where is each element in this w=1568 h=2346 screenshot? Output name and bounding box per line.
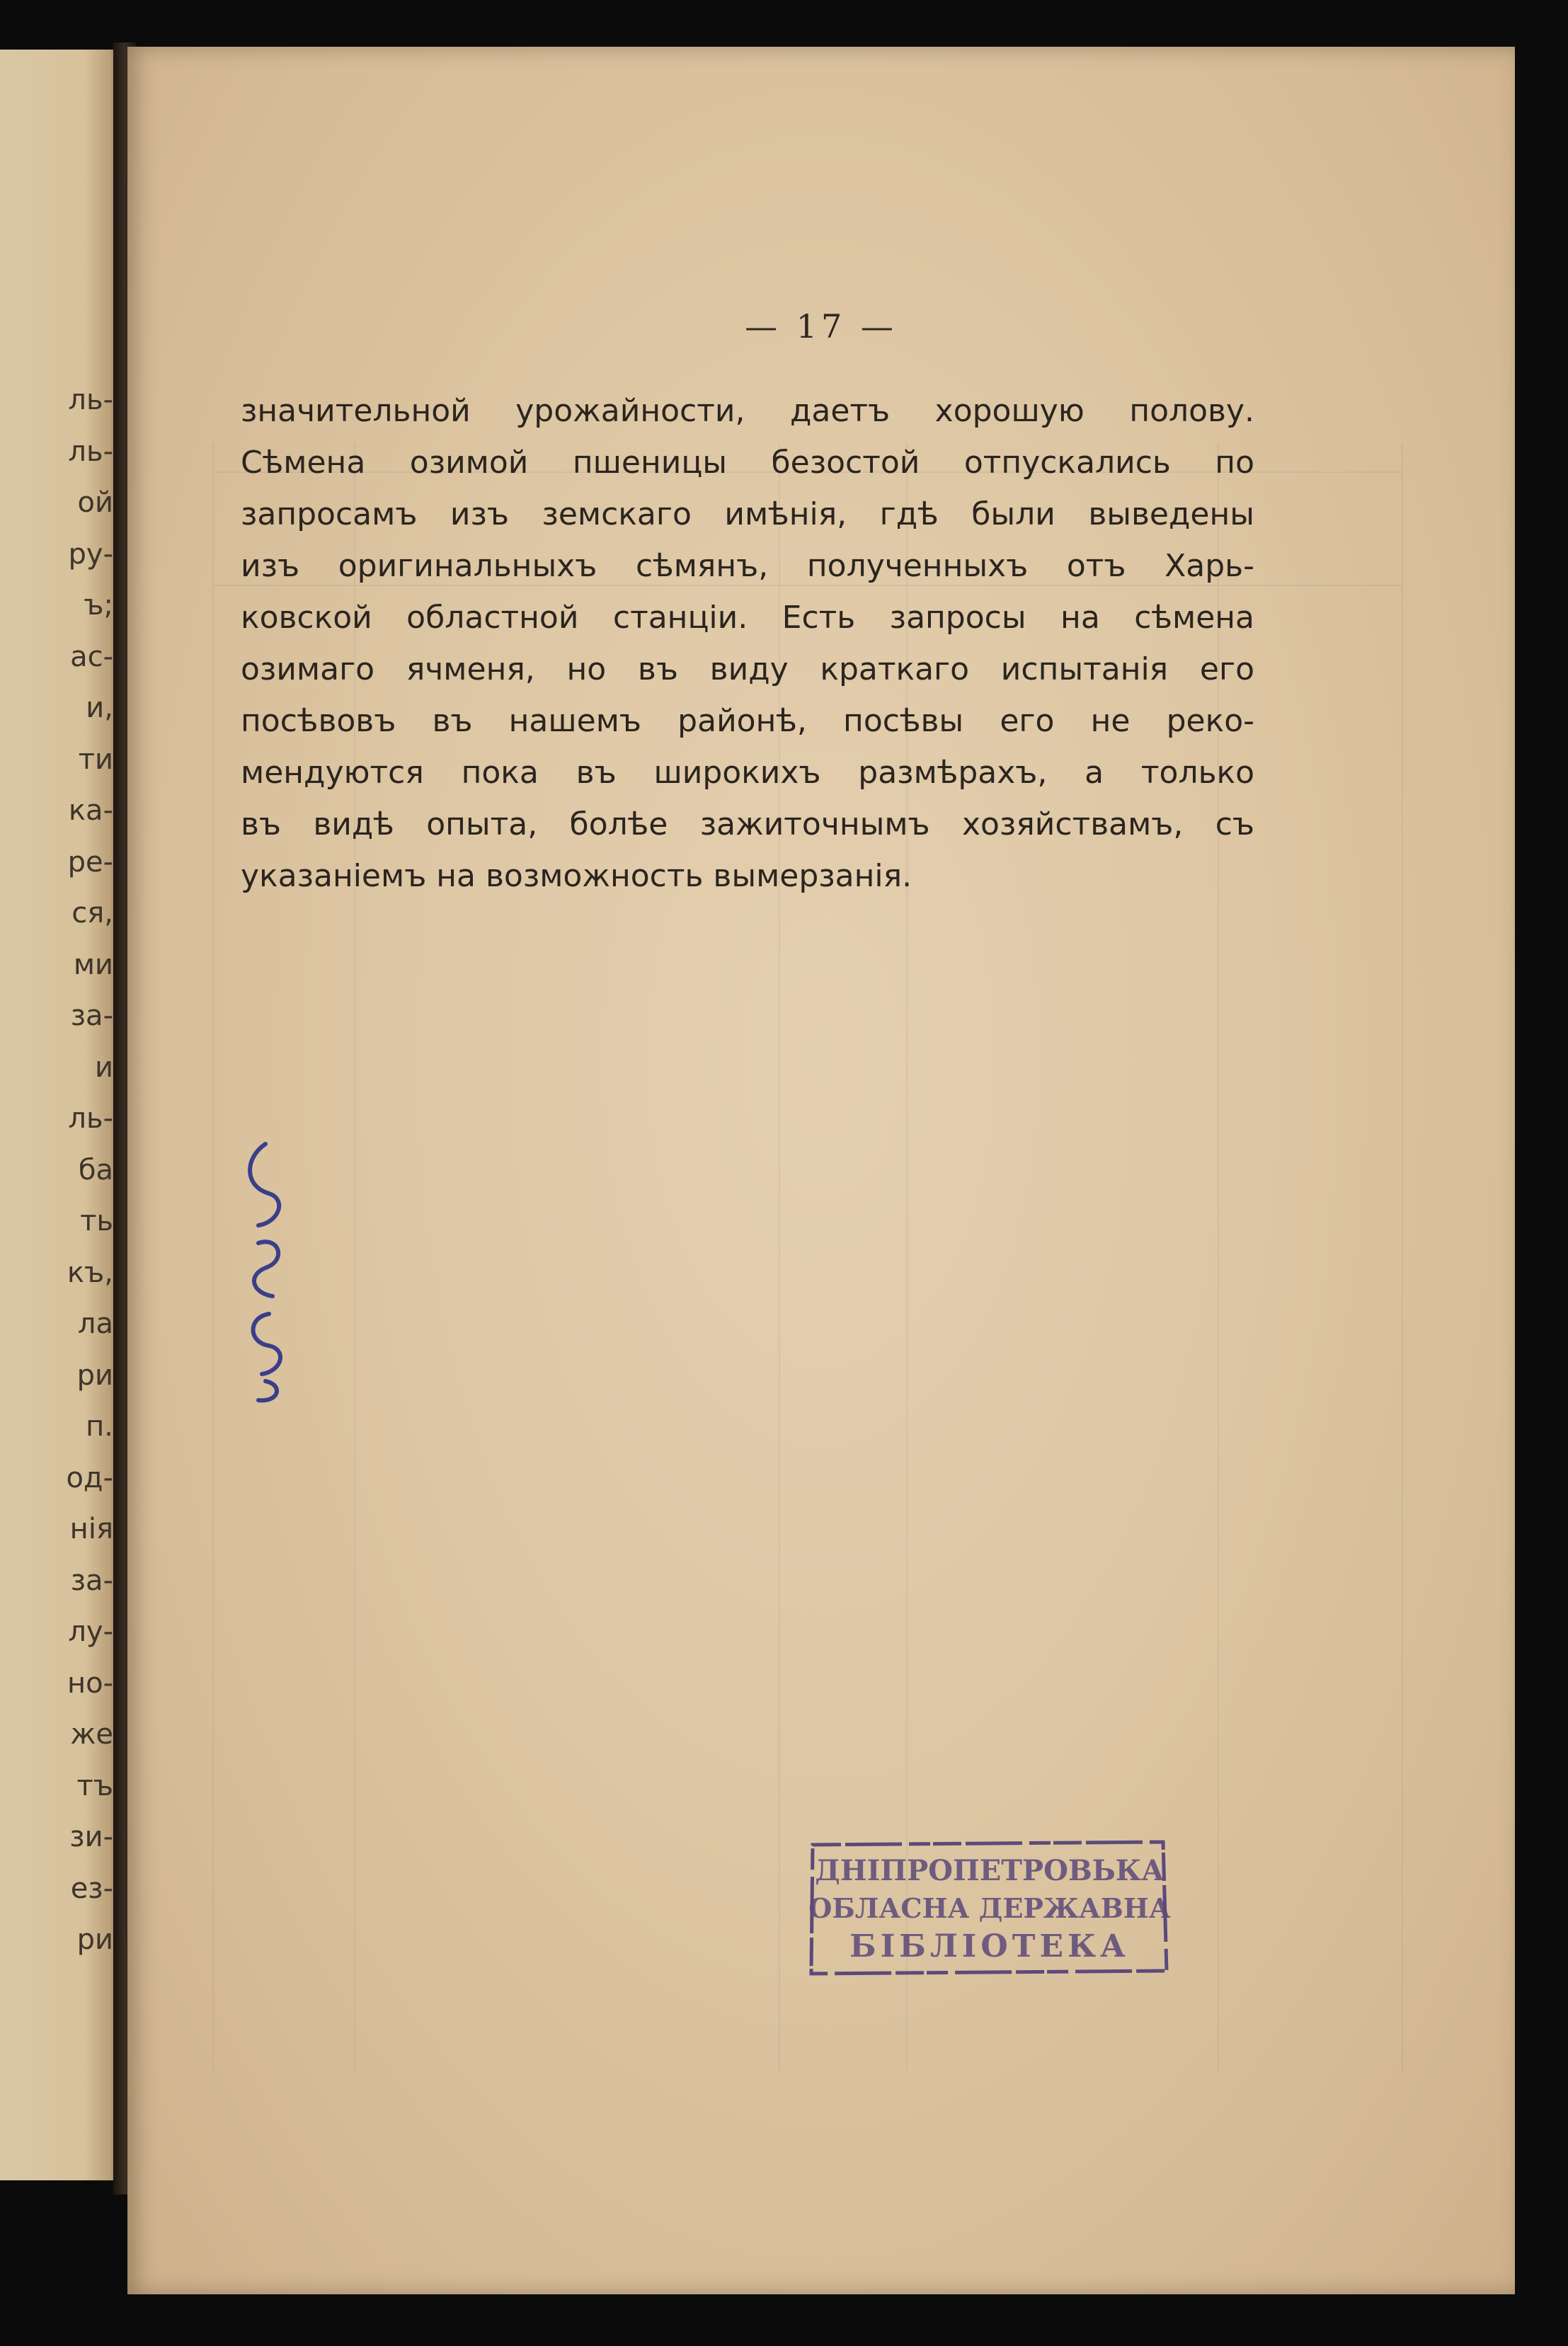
text-line: запросамъ изъ земскаго имѣнія, гдѣ были выведены [241, 496, 1254, 532]
text-line: Сѣмена озимой пшеницы безостой отпускались по [241, 445, 1254, 481]
text-line: мендуются пока въ широкихъ размѣрахъ, а только [241, 755, 1254, 791]
left-page-fragment: ба [78, 1153, 113, 1186]
left-page-fragment: п. [86, 1410, 113, 1443]
left-page-fragment: ой [77, 486, 113, 519]
text-line: указаніемъ на возможность вымерзанія. [241, 858, 912, 894]
left-page-fragment: ъ; [84, 589, 113, 622]
left-page-fragment: но- [67, 1666, 113, 1700]
text-line: изъ оригинальныхъ сѣмянъ, полученныхъ отъ Харь- [241, 548, 1254, 584]
book-page [127, 47, 1515, 2294]
left-page-fragment: ас- [70, 640, 113, 673]
left-page-fragment: къ, [67, 1256, 113, 1289]
left-page-fragment: ру- [68, 537, 113, 571]
left-page-fragment: од- [66, 1461, 113, 1494]
left-page-fragment: ся, [71, 897, 113, 929]
text-line: посѣвовъ въ нашемъ районѣ, посѣвы его не реко- [241, 703, 1254, 739]
left-page-fragment: ль- [68, 1102, 113, 1135]
text-line: озимаго ячменя, но въ виду краткаго испытанія его [241, 651, 1254, 687]
handwritten-catalog-mark [237, 1137, 294, 1406]
left-page-fragment: лу- [68, 1615, 113, 1648]
left-page-fragment: ль- [68, 435, 113, 468]
text-line: значительной урожайности, даетъ хорошую полову. [241, 393, 1254, 429]
page-number: — 17 — [745, 307, 898, 345]
left-page-fragment: ть [80, 1205, 113, 1237]
left-page-fragment: ла [77, 1308, 113, 1340]
left-page-fragment: ка- [68, 794, 113, 827]
library-stamp [806, 1836, 1174, 1978]
stamp-line-1: ДНІПРОПЕТРОВЬКА [815, 1854, 1164, 1887]
left-page-fragment: ми [73, 948, 113, 981]
left-page-fragment: и, [86, 692, 113, 724]
left-page-fragment: нія [69, 1513, 113, 1545]
left-page-fragment: за- [70, 1564, 113, 1597]
left-page-fragment: ри [76, 1358, 113, 1392]
stamp-line-2: ОБЛАСНА ДЕРЖАВНА [808, 1892, 1171, 1924]
left-page-fragment: ль- [68, 384, 113, 416]
text-line: въ видѣ опыта, болѣе зажиточнымъ хозяйствамъ, съ [241, 806, 1254, 842]
left-page-fragment: за- [70, 1000, 113, 1032]
left-page-fragment: и [95, 1051, 113, 1084]
left-page-fragment: же [70, 1718, 113, 1751]
body-text [241, 385, 1254, 902]
left-page-fragment: ез- [70, 1872, 113, 1905]
left-page-fragment: ре- [67, 845, 113, 879]
left-page-fragment: ри [76, 1923, 113, 1956]
left-page-fragment: тъ [76, 1769, 113, 1802]
stamp-line-3: БІБЛІОТЕКА [849, 1928, 1130, 1964]
text-line: ковской областной станціи. Есть запросы на сѣмена [241, 600, 1254, 636]
left-page-fragment: ти [78, 743, 113, 776]
left-facing-page [0, 50, 120, 2180]
left-page-fragment: зи- [69, 1821, 113, 1853]
